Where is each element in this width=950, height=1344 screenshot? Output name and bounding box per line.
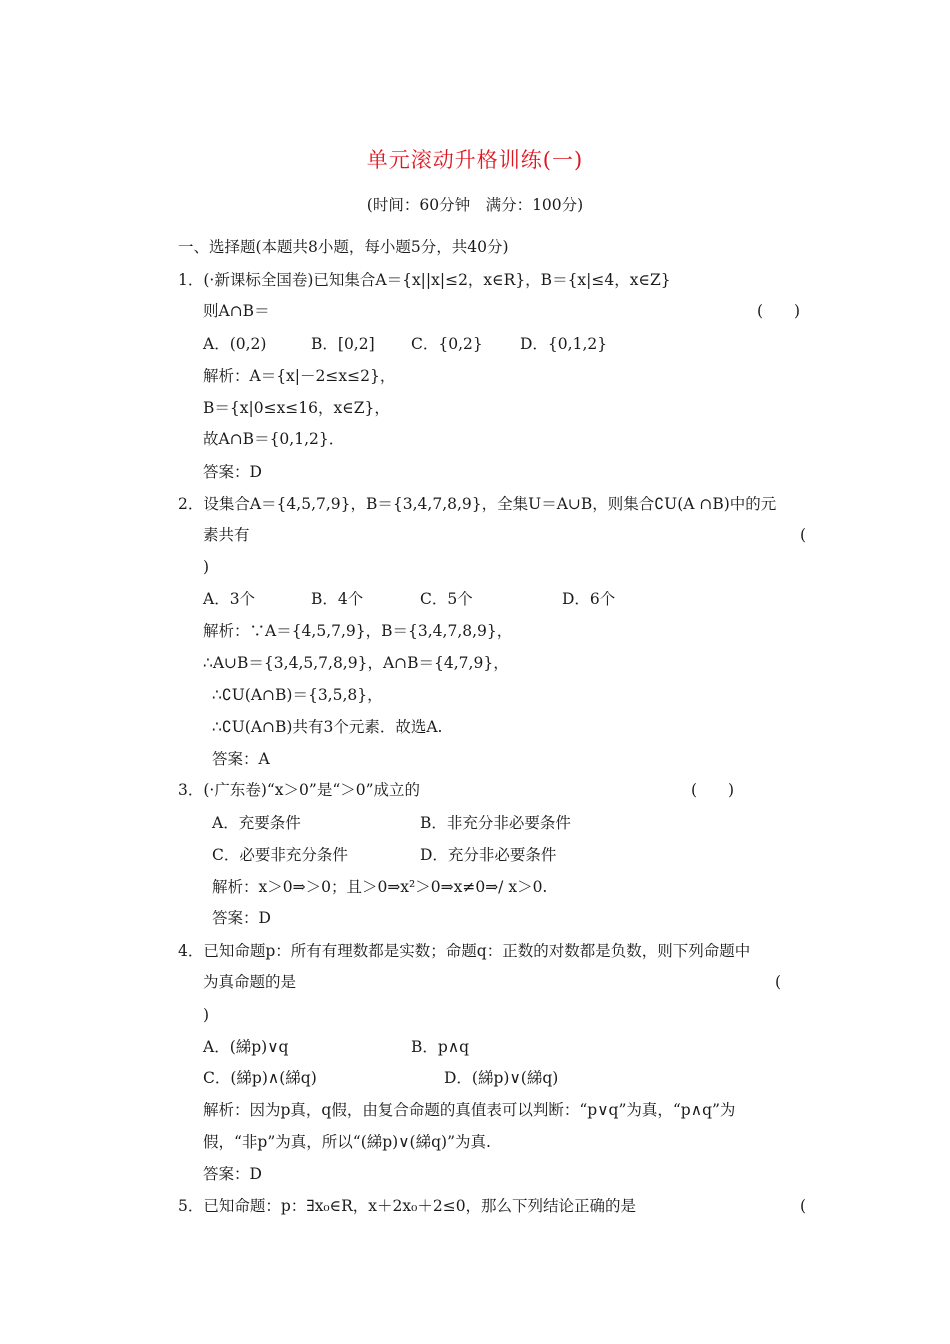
- q4-answer: 答案：D: [203, 1165, 262, 1183]
- q4-solution-2: 假，“非p”为真，所以“(綈p)∨(綈q)”为真.: [203, 1133, 491, 1151]
- q2-stem: 2．设集合A＝{4,5,7,9}，B＝{3,4,7,8,9}，全集U＝A∪B，则集合∁U(A ∩B)中的元: [178, 495, 777, 513]
- q1-solution-2: B＝{x|0≤x≤16，x∈Z}，: [203, 399, 390, 417]
- q3-stem: 3．(·广东卷)“x＞0”是“＞0”成立的: [178, 781, 421, 799]
- q2-stem-2: 素共有: [203, 526, 250, 544]
- q2-solution-2: ∴A∪B＝{3,4,5,7,8,9}，A∩B＝{4,7,9}，: [203, 654, 509, 672]
- q2-answer: 答案：A: [212, 750, 270, 768]
- q2-paren-close: ): [203, 558, 210, 576]
- q2-solution-3: ∴∁U(A∩B)＝{3,5,8}，: [212, 686, 383, 704]
- q2-option-b: B．4个: [311, 590, 364, 608]
- q1-option-b: B．[0,2]: [311, 335, 375, 353]
- q1-stem: 1．(·新课标全国卷)已知集合A＝{x||x|≤2，x∈R}，B＝{x|≤4，x∈Z}: [178, 271, 671, 289]
- q3-solution-1: 解析：x＞0⇒＞0；且＞0⇒x²＞0⇒x≠0⇒/ x＞0.: [212, 878, 548, 896]
- q4-option-d: D．(綈p)∨(綈q): [444, 1069, 559, 1087]
- q1-answer-paren: ( ): [757, 302, 801, 320]
- q5-paren-open: (: [800, 1197, 807, 1215]
- q1-answer: 答案：D: [203, 463, 262, 481]
- q2-solution-4: ∴∁U(A∩B)共有3个元素．故选A.: [212, 718, 443, 736]
- q3-option-d: D．充分非必要条件: [420, 846, 557, 864]
- q1-solution-3: 故A∩B＝{0,1,2}．: [203, 430, 345, 448]
- q1-stem-2: 则A∩B＝: [203, 302, 270, 320]
- q4-paren-close: ): [203, 1006, 210, 1024]
- q3-answer: 答案：D: [212, 909, 271, 927]
- q2-paren-open: (: [800, 526, 807, 544]
- q1-solution-1: 解析：A＝{x|－2≤x≤2}，: [203, 367, 396, 385]
- q1-option-a: A．(0,2): [203, 335, 267, 353]
- q2-option-a: A．3个: [203, 590, 256, 608]
- q4-stem-2: 为真命题的是: [203, 973, 297, 991]
- q4-paren-open: (: [775, 973, 782, 991]
- q4-stem: 4．已知命题p：所有有理数都是实数；命题q：正数的对数都是负数，则下列命题中: [178, 942, 751, 960]
- q1-option-c: C．{0,2}: [411, 335, 483, 353]
- page-subtitle: (时间：60分钟 满分：100分): [366, 196, 584, 214]
- q5-stem: 5．已知命题：p：∃x₀∈R，x＋2x₀＋2≤0，那么下列结论正确的是: [178, 1197, 637, 1215]
- page-title: 单元滚动升格训练(一): [366, 148, 584, 172]
- q4-option-c: C．(綈p)∧(綈q): [203, 1069, 317, 1087]
- q4-option-b: B．p∧q: [411, 1038, 470, 1056]
- q3-option-b: B．非充分非必要条件: [420, 814, 571, 832]
- q3-answer-paren: ( ): [691, 781, 735, 799]
- q2-option-c: C．5个: [420, 590, 473, 608]
- q3-option-c: C．必要非充分条件: [212, 846, 348, 864]
- section-heading: 一、选择题(本题共8小题，每小题5分，共40分): [178, 238, 509, 256]
- q4-solution-1: 解析：因为p真，q假，由复合命题的真值表可以判断：“p∨q”为真，“p∧q”为: [203, 1101, 736, 1119]
- q2-solution-1: 解析：∵A＝{4,5,7,9}，B＝{3,4,7,8,9}，: [203, 622, 513, 640]
- q1-option-d: D．{0,1,2}: [520, 335, 608, 353]
- q3-option-a: A．充要条件: [212, 814, 301, 832]
- q4-option-a: A．(綈p)∨q: [203, 1038, 289, 1056]
- q2-option-d: D．6个: [562, 590, 616, 608]
